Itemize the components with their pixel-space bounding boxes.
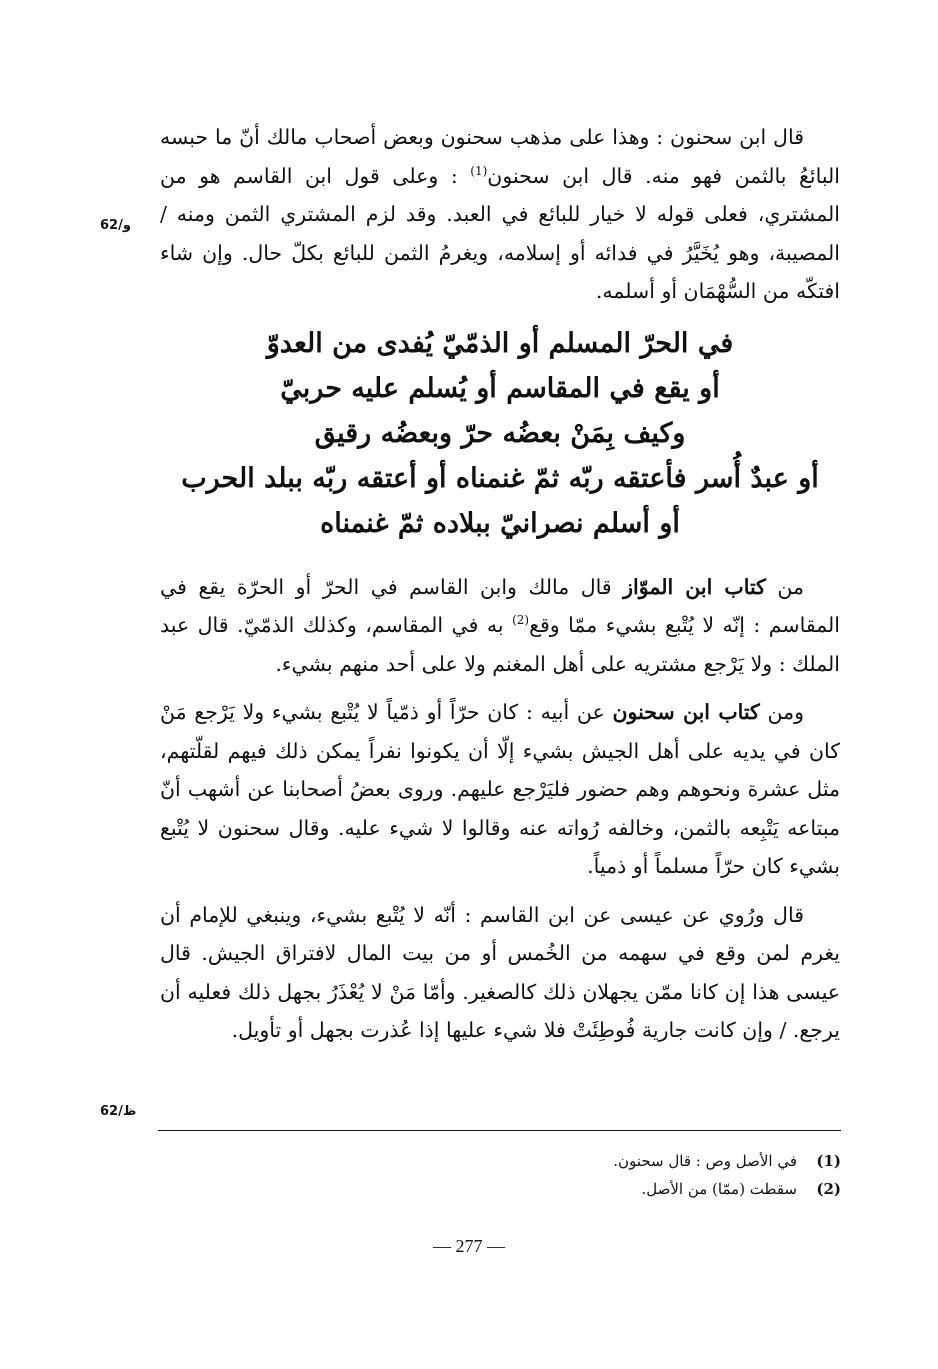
paragraph-3-pre: ومن [759,700,804,724]
paragraph-3 [160,693,840,886]
footnote-ref-1: (1) [470,163,488,178]
heading-line: أو عبدٌ أُسر فأعتقه ربّه ثمّ غنمناه أو أعتقه ربّه ببلد الحرب [181,462,819,494]
footnote-2 [158,1175,841,1203]
paragraph-1-text: قال ابن سحنون : وهذا على مذهب سحنون وبعض أصحاب مالك أنّ ما حبسه البائعُ بالثمن فهو منه. قال ابن سحنون [160,125,840,188]
section-heading [160,321,840,546]
paragraph-4: قال ورُوي عن عيسى عن ابن القاسم : أنّه لا يُتْبع بشيء، وينبغي للإمام أن يغرم لمن وقع في سهمه من الخُمس أو من بيت المال لافتراق الجيش. قال عيسى هذا إن كانا ممّن يجهلان ذلك كالصغير. وأمّا مَنْ لا يُعْذَرُ بجهل ذلك فعليه أن يرجع. / وإن كانت جارية فُوطِئَتْ فلا شيء عليها إذا عُذرت بجهل أو تأويل. [160,902,840,1042]
paragraph-1-rest: : وعلى قول ابن القاسم هو من المشتري، فعلى قوله لا خيار للبائع في العبد. وقد لزم المشتري الثمن ومنه / المصيبة، وهو يُخَيَّرُ في فدائه أو إسلامه، ويغرمُ الثمن للبائع بكلّ حال. وإن شاء افتكّه من السُّهْمَان أو أسلمه. [160,163,840,303]
paragraph-2-text: قال مالك وابن القاسم في الحرّ أو الحرّة يقع في المقاسم : إنّه لا يُتْبع بشيء ممّا وقع [160,574,841,637]
page-number: — 277 — [433,1236,505,1256]
footnote-number: (2) [816,1180,841,1198]
paragraph-3-text: عن أبيه : كان حرّاً أو ذمّياً لا يُتْبع بشيء ولا يَرْجع مَنْ كان في يديه على أهل الجيش بشيء إلّا أن يكونوا نفراً يمكن ذلك فيهم لقلّتهم، مثل عشرة ونحوهم وهم حضور فليَرْجع عليهم. وروى بعضُ أصحابنا عن أشهب أنّ مبتاعه يَتْبِعه بالثمن، وخالفه رُواته عنه وقالوا لا شيء عليه. وقال سحنون لا يُتْبع بشيء كان حرّاً مسلماً أو ذمياً. [160,700,840,878]
footnotes [158,1130,841,1203]
paragraph-1 [160,118,840,311]
margin-note-folio-verso: 62/ظ [100,1104,137,1119]
footnote-text: في الأصل وص : قال سحنون. [613,1152,797,1170]
source-title: كتاب ابن سحنون [612,700,760,724]
footnote-divider [158,1130,841,1131]
footnote-number: (1) [816,1152,841,1170]
heading-line: أو أسلم نصرانيّ ببلاده ثمّ غنمناه [320,507,680,539]
margin-note-folio-recto: 62/و [100,218,131,233]
source-title: كتاب ابن الموّاز [623,574,766,599]
page-body [160,118,840,1050]
paragraph-2-rest: به في المقاسم، وكذلك الذمّيّ. قال عبد الملك : ولا يَرْجع مشتريه على أهل المغنم ولا على أحد منهم بشيء. [160,613,840,676]
heading-line: أو يقع في المقاسم أو يُسلم عليه حربيّ [280,372,720,404]
footnote-1 [158,1147,841,1175]
paragraph-2 [160,568,840,684]
footnote-text: سقطت (ممّا) من الأصل. [641,1180,797,1198]
heading-line: وكيف بِمَنْ بعضُه حرّ وبعضُه رقيق [314,417,686,449]
heading-line: في الحرّ المسلم أو الذمّيّ يُفدى من العدوّ [266,327,734,359]
footnote-ref-2: (2) [512,613,530,628]
paragraph-2-pre: من [765,574,805,599]
